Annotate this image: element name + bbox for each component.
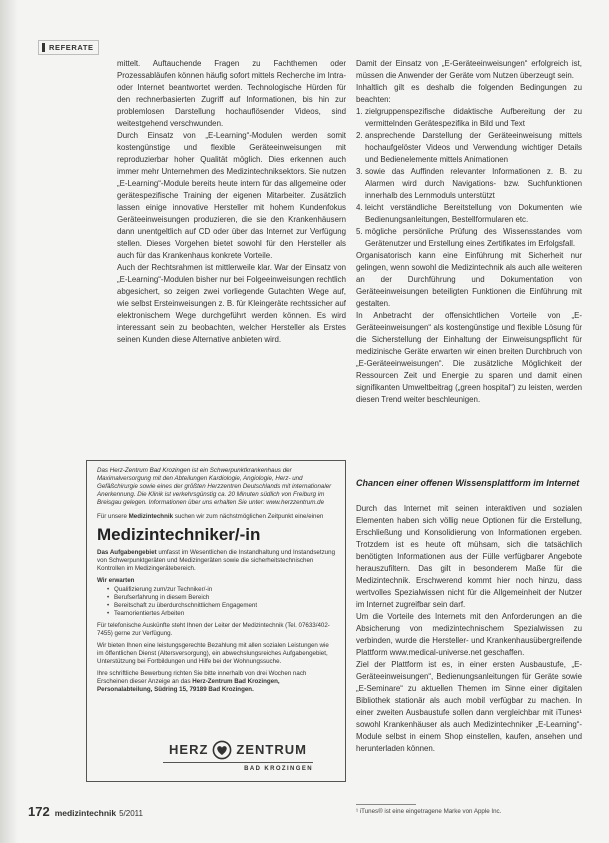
ad-search-department: Medizintechnik [128,513,174,520]
article-paragraph: Durch das Internet mit seinen interaktiven und sozialen Elementen haben sich völlig neue Optionen für die Erstellung, Erschließung und Konsolidierung von Informationen ergeben. Trotzdem ist es heute oft mühsam, sich die tatsächlich benötigten Informationen aus der Fülle verfügbarer Angebote herauszufiltern. Das gilt in besonderem Maße für die Medizintechnik. Erschwerend kommt hier noch hinzu, dass wertvolles Spezialwissen nicht für die Allgemeinheit der Nutzer im Internet zugreifbar sein darf. [356,504,582,609]
ad-apply-text [97,670,335,694]
section-label-text: REFERATE [49,43,94,52]
logo-word-right: ZENTRUM [236,742,307,757]
ad-job-title: Medizintechniker/-in [97,525,261,544]
ad-expect-list [97,586,335,618]
ad-tasks-text: umfasst im Wesentlichen die Instandhaltung und Instandsetzung von Schwerpunktgeräten und Medizingeräten sowie die sicherheitstechnischen Kontrollen im Medizingerätebereich. [97,549,336,572]
list-number: 4. [356,203,363,212]
herz-zentrum-logo [163,740,313,773]
list-item [356,226,582,250]
section-heading: Chancen einer offenen Wissensplattform im Internet [356,478,580,488]
logo-wordmark [163,740,313,763]
job-advertisement [86,460,346,782]
ad-search-line [97,513,335,521]
heart-circle-icon [212,740,232,760]
ad-search-suffix: suchen wir zum nächstmöglichen Zeitpunkt eine/einen [174,513,324,520]
list-item: • Bereitschaft zu überdurchschnittlichem Engagement [107,602,335,610]
list-item: • Qualifizierung zum/zur Techniker/-in [107,586,335,594]
page-number: 172 [28,804,50,819]
requirements-list [356,106,582,250]
magazine-name: medizintechnik [54,808,117,818]
footnote: ¹ iTunes® ist eine eingetragene Marke von Apple Inc. [356,808,502,815]
article-paragraph: Auch der Rechtsrahmen ist mittlerweile klar. War der Einsatz von „E-Learning“-Modulen bisher nur bei Folgeeinweisungen rechtlich abgesichert, so zeigen zwei vorliegende Gutachten Wege auf, wie selbst Ersteinweisungen z. B. für Kleingeräte rechtssicher auf elektronischem Wege durchgeführt werden können. Es wird interessant sein zu beobachten, welcher Hersteller als Erstes seinen Kunden diese Alternative anbieten wird. [117,263,346,344]
ad-contact-text: Für telefonische Auskünfte steht Ihnen der Leiter der Medizintechnik (Tel. 07633/402-7455) gerne zur Verfügung. [97,622,330,637]
list-item [356,166,582,202]
section-label [38,40,99,55]
list-number: 3. [356,167,363,176]
section-marker-bar [42,43,45,52]
ad-offer-text: Wir bieten Ihnen eine leistungsgerechte Bezahlung mit allen sozialen Leistungen wie im öffentlichen Dienst (Altersversorgung), ein abwechslungsreiches Aufgabengebiet, Unterstützung bei Fortbildungen und Hilfe bei der Wohnungssuche. [97,642,329,665]
article-paragraph: In Anbetracht der offensichtlichen Vorteile von „E-Geräteeinweisungen“ als kostengünstige und flexible Lösung für die Sicherstellung der Einhaltung der Einweisungspflicht für medizinische Geräte erwarten wir einen breiten Durchbruch von „E-Geräteeinweisungen“. Die zusätzliche Möglichkeit der Ressourcen Zeit und Energie zu sparen und damit einen signifikanten Umweltbeitrag („green hospital“) zu leisten, werden diesen Trend weiter beschleunigen. [356,311,582,404]
list-item [356,106,582,130]
list-item: • Teamorientiertes Arbeiten [107,610,335,618]
right-article-column [356,58,582,406]
article-paragraph: Durch Einsatz von „E-Learning“-Modulen werden somit kostengünstige und flexible Geräteeinweisungen mit reproduzierbar hoher Qualität möglich. Dies erkennen auch immer mehr Unternehmen des Medizintechniksektors. Sie nutzen „E-Learning“-Module bereits heute intern für das allgemeine oder gerätespezifische Training der eigenen Mitarbeiter. Zusätzlich lassen einige innovative Hersteller mit hohem Kundenfokus Geräteeinweisungen produzieren, die sie den Krankenhäusern dann unentgeltlich auf CD oder über das Internet zur Verfügung stellen. Dieses Vorgehen bietet sowohl für den Hersteller als auch für das Krankenhaus konkrete Vorteile. [117,131,346,260]
ad-apply-instructions: Ihre schriftliche Bewerbung richten Sie bitte innerhalb von drei Wochen nach Erscheinen dieser Anzeige an das [97,670,307,685]
article-paragraph: Ziel der Plattform ist es, in einer ersten Ausbaustufe, „E-Geräteeinweisungen“, Bedienungsanleitungen für Geräte sowie „E-Seminare“ zu aktuellen Themen im Sinne einer digitalen Bibliothek stationär als auch mobil verfügbar zu machen. In einer zweiten Ausbaustufe sollen dann vergleichbar mit iTunes¹ sowohl Krankenhäuser als auch Medizintechniker „E-Learning“-Module selbst in einem Shop einstellen, kaufen, ansehen und herunterladen können. [356,660,582,753]
article-paragraph: Um die Vorteile des Internets mit den Anforderungen an die Absicherung von medizintechnischem Spezialwissen zu verbinden, wurde die Hersteller- und Krankenhausübergreifende Plattform www.medical-universe.net geschaffen. [356,612,582,657]
list-item [356,202,582,226]
scan-binding-shadow [0,0,18,843]
logo-city: BAD KROZINGEN [244,766,313,772]
right-article-column-continued [356,503,582,755]
list-item-text: leicht verständliche Bereitstellung von Dokumenten wie Bedienungsanleitungen, Bestellformularen etc. [365,203,582,224]
article-paragraph: Damit der Einsatz von „E-Geräteeinweisungen“ erfolgreich ist, müssen die Anwender der Geräte vom Nutzen überzeugt sein. [356,59,582,80]
logo-word-left: HERZ [169,742,209,757]
footnote-divider [356,804,416,805]
article-paragraph: Organisatorisch kann eine Einführung mit Sicherheit nur gelingen, wenn sowohl die Medizintechnik als auch alle weiteren an der Durchführung und Dokumentation von Geräteeinweisungen beteiligten Funktionen die Einführung mit gestalten. [356,251,582,308]
list-number: 5. [356,227,363,236]
ad-expect-heading: Wir erwarten [97,577,135,584]
left-article-column [117,58,346,346]
article-paragraph: Inhaltlich gilt es deshalb die folgenden Bedingungen zu beachten: [356,83,582,104]
ad-search-prefix: Für unsere [97,513,127,520]
ad-apply-address: Herz-Zentrum Bad Krozingen, Personalabteilung, Südring 15, 79189 Bad Krozingen. [97,678,280,693]
issue-number: 5/2011 [119,809,143,818]
list-item-text: mögliche persönliche Prüfung des Wissensstandes vom Gerätenutzer und Erstellung eines Zertifikates im Erfolgsfall. [365,227,582,248]
ad-tasks-label: Das Aufgabengebiet [97,549,157,556]
list-number: 2. [356,131,363,140]
ad-tasks [97,549,335,573]
list-item-text: zielgruppenspezifische didaktische Aufbereitung der zu vermittelnden Gerätespezifika in Bild und Text [365,107,582,128]
list-number: 1. [356,107,363,116]
page-footer [28,804,143,819]
list-item-text: sowie das Auffinden relevanter Informationen z. B. zu Alarmen wird durch Navigations- bzw. Suchfunktionen innerhalb des Lernmoduls unterstützt [365,167,582,200]
list-item [356,130,582,166]
ad-intro-text: Das Herz-Zentrum Bad Krozingen ist ein Schwerpunktkrankenhaus der Maximalversorgung mit den Abteilungen Kardiologie, Angiologie, Herz- und Gefäßchirurgie sowie eines der größten Herzzentren Deutschlands mit internationaler Anerkennung. Die Klinik ist verkehrsgünstig ca. 20 Minuten südlich von Freiburg im Breisgau gelegen. Informationen über uns erhalten Sie unter: www.herzzentrum.de [97,467,332,506]
article-paragraph: mittelt. Auftauchende Fragen zu Fachthemen oder Prozessabläufen können häufig sofort mittels Recherche im Intra- oder Internet beantwortet werden. Technologische Hürden für den rechnerbasierten Zugriff auf Informationen, bis hin zur problemlosen Darstellung hochauflösender Videos, sind weitestgehend verschwunden. [117,59,346,128]
list-item: • Berufserfahrung in diesem Bereich [107,594,335,602]
list-item-text: ansprechende Darstellung der Geräteeinweisung mittels hochaufgelöster Videos und Verwendung wichtiger Details und Bedienelemente mittels Animationen [365,131,582,164]
